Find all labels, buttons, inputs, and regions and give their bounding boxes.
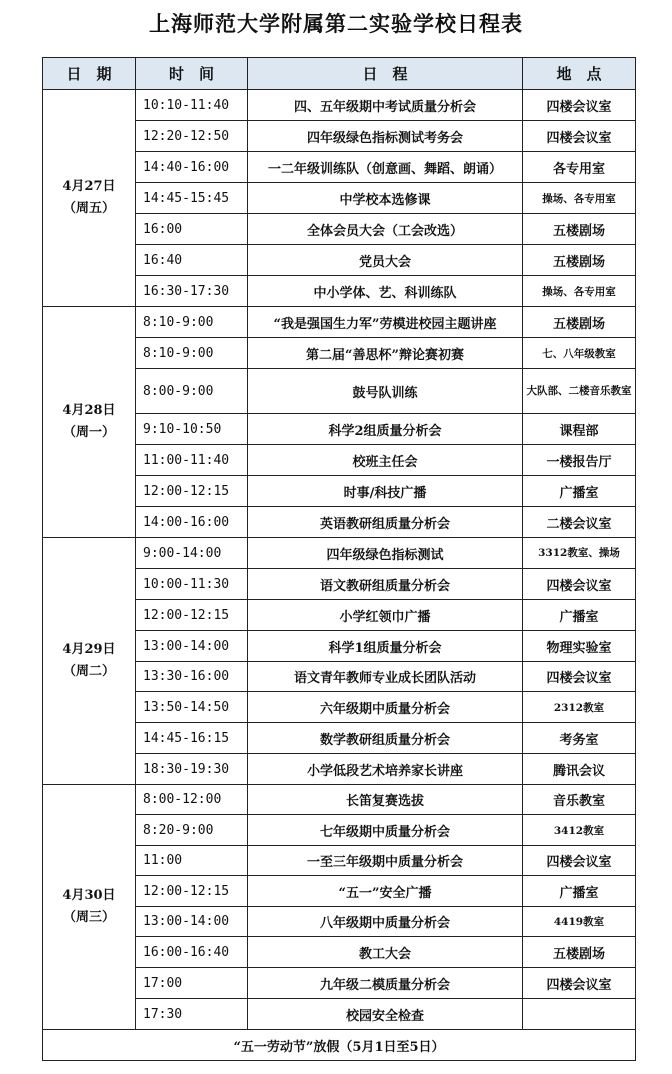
location-cell: 音乐教室 [523,785,636,815]
event-cell: 校园安全检查 [248,999,523,1030]
event-cell: 教工大会 [248,937,523,968]
time-cell: 16:40 [136,245,248,276]
event-cell: 时事/科技广播 [248,476,523,507]
time-cell: 12:00-12:15 [136,476,248,507]
time-cell: 8:10-9:00 [136,338,248,369]
location-cell: 广播室 [523,876,636,907]
event-cell: “五一”安全广播 [248,876,523,907]
time-cell: 13:50-14:50 [136,692,248,723]
time-cell: 14:45-16:15 [136,723,248,754]
time-cell: 16:00-16:40 [136,937,248,968]
time-cell: 14:40-16:00 [136,152,248,183]
time-cell: 11:00-11:40 [136,445,248,476]
footer-row [43,1030,636,1061]
time-cell: 9:10-10:50 [136,414,248,445]
date-label: 4月28日 [62,403,116,418]
location-cell: 2312教室 [523,692,636,723]
weekday-label: （周五） [62,201,115,216]
date-label: 4月27日 [62,179,116,194]
event-cell: 中小学体、艺、科训练队 [248,276,523,307]
time-cell: 8:00-12:00 [136,785,248,815]
date-cell [43,90,136,307]
location-cell: 一楼报告厅 [523,445,636,476]
time-cell: 16:30-17:30 [136,276,248,307]
event-cell: 党员大会 [248,245,523,276]
table-row [43,785,636,815]
table-row [43,90,636,121]
event-cell: 一至三年级期中质量分析会 [248,846,523,876]
time-cell: 10:10-11:40 [136,90,248,121]
event-cell: 一二年级训练队（创意画、舞蹈、朗诵） [248,152,523,183]
location-cell: 物理实验室 [523,631,636,662]
location-cell: 四楼会议室 [523,662,636,692]
time-cell: 17:30 [136,999,248,1030]
location-cell: 四楼会议室 [523,968,636,999]
location-cell: 操场、各专用室 [523,276,636,307]
schedule-table [42,57,636,1061]
weekday-label: （周二） [62,664,115,679]
time-cell: 8:20-9:00 [136,815,248,846]
event-cell: 四年级绿色指标测试考务会 [248,121,523,152]
location-cell: 考务室 [523,723,636,754]
event-cell: 全体会员大会（工会改选） [248,214,523,245]
time-cell: 16:00 [136,214,248,245]
location-cell: 五楼剧场 [523,245,636,276]
event-cell: 四年级绿色指标测试 [248,538,523,569]
time-cell: 12:00-12:15 [136,876,248,907]
time-cell: 13:00-14:00 [136,907,248,937]
header-time: 时 间 [136,58,248,90]
time-cell: 11:00 [136,846,248,876]
time-cell: 17:00 [136,968,248,999]
time-cell: 12:00-12:15 [136,600,248,631]
event-cell: “我是强国生力军”劳模进校园主题讲座 [248,307,523,338]
location-cell: 五楼剧场 [523,214,636,245]
event-cell: 科学2组质量分析会 [248,414,523,445]
page-title: 上海师范大学附属第二实验学校日程表 [149,12,523,36]
time-cell: 9:00-14:00 [136,538,248,569]
time-cell: 10:00-11:30 [136,569,248,600]
event-cell: 校班主任会 [248,445,523,476]
location-cell: 四楼会议室 [523,121,636,152]
location-cell: 四楼会议室 [523,846,636,876]
time-cell: 8:10-9:00 [136,307,248,338]
location-cell: 五楼剧场 [523,307,636,338]
event-cell: 九年级二模质量分析会 [248,968,523,999]
table-row [43,538,636,569]
date-cell [43,538,136,785]
header-event: 日 程 [248,58,523,90]
header-date: 日 期 [43,58,136,90]
time-cell: 13:00-14:00 [136,631,248,662]
event-cell: 七年级期中质量分析会 [248,815,523,846]
location-cell: 4419教室 [523,907,636,937]
event-cell: 小学红领巾广播 [248,600,523,631]
date-label: 4月29日 [62,642,116,657]
location-cell: 广播室 [523,476,636,507]
event-cell: 语文青年教师专业成长团队活动 [248,662,523,692]
event-cell: 中学校本选修课 [248,183,523,214]
location-cell: 3412教室 [523,815,636,846]
event-cell: 长笛复赛选拔 [248,785,523,815]
location-cell [523,999,636,1030]
event-cell: 语文教研组质量分析会 [248,569,523,600]
location-cell: 腾讯会议 [523,754,636,785]
event-cell: 小学低段艺术培养家长讲座 [248,754,523,785]
holiday-note: “五一劳动节”放假（5月1日至5日） [43,1030,636,1061]
table-row [43,307,636,338]
event-cell: 数学教研组质量分析会 [248,723,523,754]
location-cell: 四楼会议室 [523,569,636,600]
location-cell: 课程部 [523,414,636,445]
location-cell: 各专用室 [523,152,636,183]
weekday-label: （周一） [62,425,115,440]
time-cell: 14:00-16:00 [136,507,248,538]
location-cell: 二楼会议室 [523,507,636,538]
event-cell: 六年级期中质量分析会 [248,692,523,723]
time-cell: 8:00-9:00 [136,369,248,414]
time-cell: 12:20-12:50 [136,121,248,152]
event-cell: 八年级期中质量分析会 [248,907,523,937]
weekday-label: （周三） [62,910,115,925]
event-cell: 四、五年级期中考试质量分析会 [248,90,523,121]
date-cell [43,307,136,538]
location-cell: 五楼剧场 [523,937,636,968]
event-cell: 科学1组质量分析会 [248,631,523,662]
time-cell: 18:30-19:30 [136,754,248,785]
date-label: 4月30日 [62,888,116,903]
location-cell: 广播室 [523,600,636,631]
location-cell: 七、八年级教室 [523,338,636,369]
header-location: 地 点 [523,58,636,90]
time-cell: 14:45-15:45 [136,183,248,214]
event-cell: 鼓号队训练 [248,369,523,414]
location-cell: 操场、各专用室 [523,183,636,214]
location-cell: 大队部、二楼音乐教室 [523,369,636,414]
location-cell: 3312教室、操场 [523,538,636,569]
event-cell: 第二届“善思杯”辩论赛初赛 [248,338,523,369]
header-row [43,58,636,90]
date-cell [43,785,136,1030]
event-cell: 英语教研组质量分析会 [248,507,523,538]
time-cell: 13:30-16:00 [136,662,248,692]
location-cell: 四楼会议室 [523,90,636,121]
